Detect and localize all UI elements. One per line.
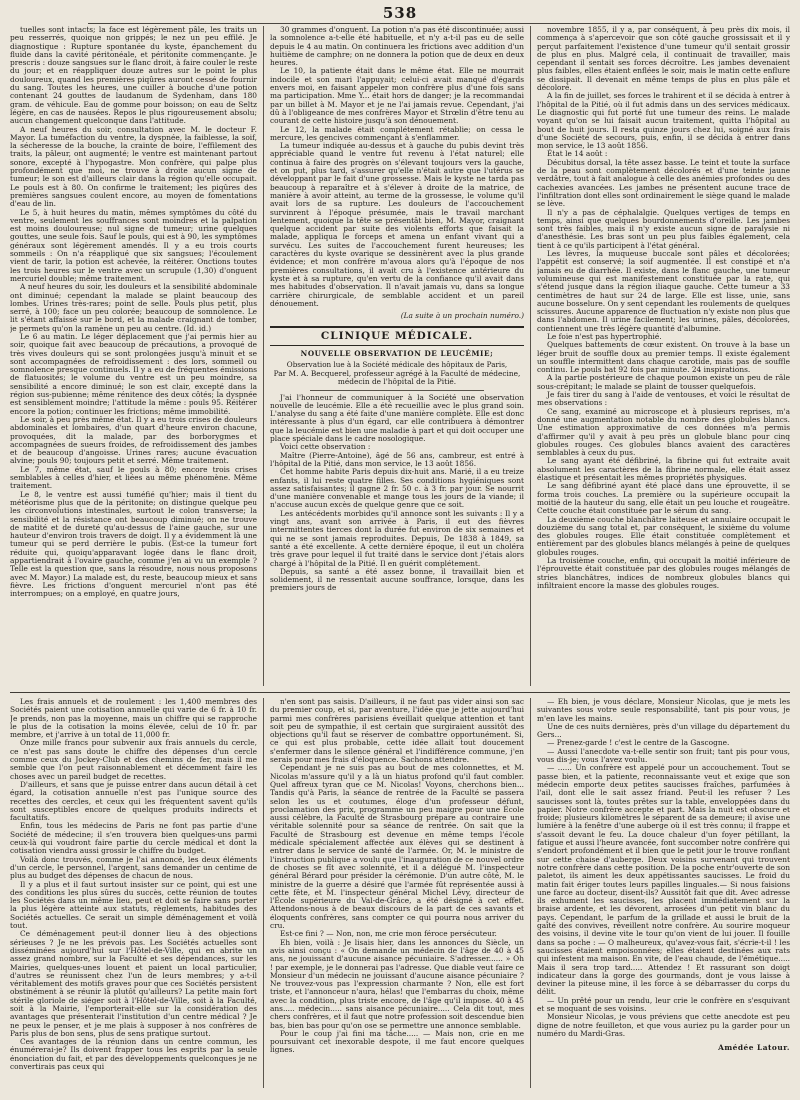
paragraph: — ...... Un confrère est appelé pour un accouchement. Tout se passe bien, et la patiente, reconnaissante veut et exige que son médecin emporte deux petites saucisses fraîches, parfumées à l'ail, dont elle le sait assez friand. Peut-il les refuser ? Les saucisses sont là, toutes prêtes sur la table, enveloppées dans du papier. Notre confrère accepte et part. Mais la nuit est obscure et froide; plusieurs kilomètres le séparent de sa demeure; il avise une lumière à la fenêtre d'une auberge où il est très connu; il frappe et s'assoit devant le feu. La douce chaleur d'un foyer pétillant, la fatigue et aussi l'heure avancée, font succomber notre confrère qui s'endort profondément et il bien que le petit jour le trouve ronflant sur cette chaise d'auberge. Deux voisins survenant qui trouvent notre confrère dans cette position. De la poche entr'ouverte de son paletot, ils aiment les deux appétissantes saucisses. Le froid du matin fait ériger toutes leurs papilles linguales.— Si nous faisions une farce au docteur, disent-ils? Aussitôt fait que dit. Avec adresse ils exhument les saucisses, les placent immédiatement sur la braise ardente, et les dévorent, arrosées d'un petit vin blanc du pays. Cependant, le parfum de la grillade et aussi le bruit de la gaîté des convives, réveillent notre confrère. Au sourire moqueur des voisins, il devine vite le tour qu'on vient de lui jouer. Il fouille dans sa poche : — O malheureux, qu'avez-vous fait, s'écrie-t-il ! les saucisses étaient empoisonnées; elles étaient destinées aux rats qui infestent ma maison. En vite, de l'eau chaude, de l'émétique..... Mais il sera trop tard..... Attendez ! Et rassurant son doigt indicateur dans la gorge des gourmands, dont je vous laisse à deviner la piteuse mine, il les force à se débarrasser du corps du délit. — [537, 763, 790, 997]
article-author: Par M. A. Becquerel, professeur agrégé à la Faculté de médecine, médecin de l'hôpital de la Pitié. — [273, 368, 521, 387]
paragraph: Onze mille francs pour subvenir aux frais annuels du cercle, ce n'est pas sans doute le chiffre des dépenses d'un cercle comme ceux du Jockey-Club et des chemins de fer, mais il me semble que l'on peut raisonnablement et décemment faire les choses avec un pareil budget de recettes. — [10, 738, 257, 781]
feuilleton-column-right — [537, 698, 790, 1088]
paragraph: Le sang ayant été défibriné, la fibrine qui fut extraite avait absolument les caractères de la fibrine normale, elle était assez élastique et présentait les mêmes propriétés physiques. — [537, 456, 790, 483]
continuation-note: (La suite à un prochain numéro.) — [400, 311, 524, 321]
paragraph: Eh bien, voilà : Je lisais hier, dans les annonces du Siècle, un avis ainsi conçu : « On demande un médecin de l'âge de 40 à 45 ans, ne jouissant d'aucune aisance pécuniaire. S'adresser...... » Oh ! par exemple, je le donnerai pas l'adresse. Que diable veut faire ce Monsieur d'un médecin ne jouissant d'aucune aisance pécuniaire ? Ne trouvez-vous pas l'expression charmante ? Non, elle est fort triste, et l'annonceur n'aura, hélas! que l'embarras du choix, même avec la condition, plus triste encore, de l'âge qu'il impose. 40 à 45 ans..... médecin..... sans aisance pécuniaire..... Cela dit tout, mes chers confrères, et il faut que notre profession soit descendue bien bas, bien bas pour qu'on ose se permettre une annonce semblable. — [270, 937, 524, 1030]
paragraph: Enfin, tous les médecins de Paris ne font pas partie d'une Société de médecine; il s'en trouvera bien quelques-uns parmi ceux-là qui voudront faire partie du cercle médical et dont la cotisation viendra aussi grossir le chiffre du budget. — [10, 821, 257, 856]
paragraph: n'en sont pas saisis. D'ailleurs, il ne faut pas vider ainsi son sac du premier coup, et si, par aventure, l'idée que je jette aujourd'hui parmi mes confrères parisiens éveillait quelque attention et tant soit peu de sympathie, il est certain que surgiraient aussitôt des objections qu'il faut se réserver de combattre opportunément. Si, ce qui est plus probable, cette idée allait tout doucement s'enfermer dans le silence général et l'indifférence commune, j'en serais pour mes frais d'éloquence. Sachons attendre. — [270, 698, 524, 765]
paragraph: Voici cette observation : — [280, 442, 371, 452]
column-middle — [270, 26, 524, 686]
paragraph: Le 10, la patiente était dans le même état. Elle ne mourrait indocile et son mari l'appuyait; celui-ci avait manqué d'égards envers moi, en faisant appeler mon confrère plus d'une fois sans ma participation. Mme Y... était hors de danger; je la recommandai par un billet à M. Mayor et je ne l'ai jamais revue. Cependant, j'ai dû à l'obligeance de mes confrères Mayor et Strœlin d'être tenu au courant de cette histoire jusqu'à son dénouement. — [270, 66, 524, 126]
paragraph: Il n'y a pas de céphalalgie. Quelques vertiges de temps en temps, ainsi que quelques bourdonnements d'oreille. Les jambes sont très faibles, mais il n'y existe aucun signe de paralysie ni d'anesthésie. Les bras sont un peu plus faibles également, cela tient à ce qu'ils participent à l'état général. — [537, 207, 790, 250]
paragraph: La deuxième couche blanchâtre laiteuse et annulaire occupait le douzième du sang total et, par conséquent, le sixième du volume des globules rouges. Elle était constituée complètement et entièrement par des globules blancs mélangés à peine de quelques globules rouges. — [537, 514, 790, 557]
paragraph: — Eh bien, je vous déclare, Monsieur Nicolas, que je mets les suivantes sous votre seule responsabilité, tant pis pour vous, je m'en lave les mains. — [537, 698, 790, 723]
column-left — [10, 26, 257, 686]
paragraph: D'ailleurs, et sans que je puisse entrer dans aucun détail à cet égard, la cotisation annuelle n'est pas l'unique source des recettes des cercles, et ceux qui les fréquentent savent qu'ils sont susceptibles encore de quelques produits indirects et facultatifs. — [10, 779, 257, 823]
paragraph: Le 5, à huit heures du matin, mêmes symptômes du côté du ventre, seulement les souffrances sont moindres et la palpation est moins douloureuse; nul signe de tumeur; urine quelques gouttes, une seule fois. Sauf le pouls, qui est à 90, les symptômes généraux sont légèrement amendés. Il y a eu trois courts sommeils : On n'a réappliqué que six sangsues; l'écoulement vient de tarir, la potion est achevée, la réitérer. Onctions toutes les trois heures sur le ventre avec un scrupule (1,30) d'onguent mercuriel double; même traitement. — [10, 207, 257, 283]
paragraph: Le 7, même état, sauf le pouls à 80; encore trois crises semblables à celles d'hier, et liées au même phénomène. Même traitement. — [10, 464, 257, 491]
paragraph: Est-ce fini ? — Non, non, me crie mon féroce persécuteur. — [280, 929, 497, 939]
paragraph: Le 12, la malade était complétement rétablie; on cessa le mercure, les gencives commençant à s'enflammer. — [270, 124, 524, 142]
column-divider — [263, 698, 264, 1088]
paragraph: Le 6 au matin. Le léger déplacement que j'ai permis hier au soir, quoique fait avec beaucoup de précautions, a provoqué de très vives douleurs qui se sont prolongées jusqu'à minuit et se sont accompagnées de refroidissement : des lors, sommeil ou somnolence presque continuels. Il y a eu de fréquentes émissions de flatuosités; le volume du ventre est un peu moindre, sa sensibilité a encore diminué; le son est clair, excepté dans la région sus-pubienne; même rénitence des deux côtés; la dyspnée est sensiblement moindre; l'attitude la même : pouls 95. Réitérer encore la potion; continuer les frictions; même immobilité. — [10, 331, 257, 416]
paragraph: A neuf heures du soir, consultation avec M. le docteur F. Mayor. La tuméfaction du ventre, la dyspnée, la faiblesse, la soif, la sécheresse de la bouche, la crainte de boire, l'effilement des traits, la pâleur, ont augmenté; le ventre est maintenant partout sonore, excepté à l'hypogastre. Mon confrère, qui palpe plus profondément que moi, ne trouve à droite aucun signe de tumeur; le son est d'ailleurs clair dans la région qu'elle occupait. Le pouls est à 80. On confirme le traitement; les piqûres des premières sangsues coulent encore, au moyen de fomentations d'eau de lin. — [10, 124, 257, 209]
paragraph: A la partie postérieure de chaque poumon existe un peu de râle sous-crépitant; le malade se plaint de tousser quelquefois. — [537, 373, 790, 391]
paragraph: J'ai l'honneur de communiquer à la Société une observation nouvelle de leucémie. Elle a été recueillie avec le plus grand soin. L'analyse du sang a été faite d'une manière complète. Elle est donc intéressante à plus d'un égard, car elle contribuera à démontrer que la leucémie est bien une maladie à part et qui doit occuper une place spéciale dans le cadre nosologique. — [270, 392, 524, 444]
paragraph: Ces avantages de la réunion dans un centre commun, les énumérerai-je? Ils doivent frapper tous les esprits par la seule énonciation du fait, et par des développements quelconques je ne convertirais pas ceux qui — [10, 1037, 257, 1072]
paragraph: Ce sang, examiné au microscope et à plusieurs reprises, m'a donné une augmentation notable du nombre des globules blancs. Une estimation approximative de ces données m'a permis d'affirmer qu'il y avait à peu près un globule blanc pour cinq globules rouges. Ces globules blancs avaient des caractères semblables à ceux du pus. — [537, 406, 790, 458]
paragraph: Cependant je ne suis pas au bout de mes colonnettes, et M. Nicolas m'assure qu'il y a là un hiatus profond qu'il faut combler. Quel affreux tyran que ce M. Nicolas! Voyons, cherchons bien... Tandis qu'à Paris, la séance de rentrée de la Faculté se passera selon les us et coutumes, éloge d'un professeur défunt, proclamation des prix, programme un peu maigre pour une École aussi célèbre, la Faculté de Strasbourg prépare au contraire une véritable solennité pour sa séance de rentrée. On sait que la Faculté de Strasbourg est devenue en même temps l'école médicale spécialement affectée aux élèves qui se destinent à entrer dans le service de santé de l'armée. Or, M. le ministre de l'instruction publique a voulu que l'inauguration de ce nouvel ordre de choses se fît avec solennité, et il a délégué M. l'inspecteur général Bérard pour présider la cérémonie. D'un autre côté, M. le ministre de la guerre a désiré que l'armée fût représentée aussi à cette fête, et M. l'inspecteur général Michel Lévy, directeur de l'École supérieure du Val-de-Grâce, a été désigné à cet effet. Attendons-nous à de beaux discours de la part de ces savants et éloquents confrères, sans compter ce qui pourra nous arriver du cru. — [270, 763, 524, 931]
paragraph: tuelles sont intacts; la face est légèrement pâle, les traits un peu resserrés, quoique non grippés; le nez un peu effilé. Je diagnostique : Rupture spontanée du kyste, épanchement du fluide dans la cavité péritonéale, et péritonite commençante. Je prescris : douze sangsues sur le flanc droit, à faire couler le reste du jour; et en réappliquer douze autres sur le point le plus douloureux, quand les premières piqûres auront cessé de fournir du sang. Toutes les heures, une cuiller à bouche d'une potion contenant 24 gouttes de laudanum de Sydenham, dans 180 gram. de véhicule. Eau de gomme pour boisson; on eau de Seltz légère, en cas de nausées. Repos le plus rigoureusement absolu; aucun changement quelconque dans l'attitude. — [10, 26, 257, 126]
paragraph: Maître (Pierre-Antoine), âgé de 56 ans, cambreur, est entré à l'hôpital de la Pitié, dans mon service, le 13 août 1856. — [270, 450, 524, 468]
paragraph: État le 14 août : — [547, 149, 608, 159]
separator-rule — [310, 390, 484, 391]
header-rule — [88, 23, 712, 24]
paragraph: Monsieur Nicolas, je vous préviens que cette anecdote est peu digne de notre feuilleton, et que vous auriez pu la garder pour un numéro du Mardi-Gras. — [537, 1012, 790, 1038]
paragraph: Voilà donc trouvés, comme je l'ai annoncé, les deux éléments d'un cercle, le personnel, l'argent, sans demander un centime de plus au budget des dépenses de chacun de nous. — [10, 854, 257, 881]
paragraph: Le 8, le ventre est aussi tuméfié qu'hier; mais il tient du météorisme plus que de la péritonite; on distingue quelque peu les circonvolutions intestinales, surtout le colon transverse; la sensibilité et la résistance ont beaucoup diminué; on ne trouve de matité et de dureté qu'au-dessus de l'aine gauche, sur une hauteur d'environ trois travers de doigt. Il y a évidemment là une tumeur qui se perd derrière le pubis. (Est-ce la tumeur fort réduite qui, quoiqu'apparavant logée dans le flanc droit, appartiendrait à l'ovaire gauche, comme j'en ai vu un exemple ? Telle est la question que, sans la résoudre, nous nous proposons avec M. Mayor.) La malade est, du reste, beaucoup mieux et sans fièvre. Les frictions d'onguent mercuriel n'ont pas été interrompues; on a employé, en quatre jours, — [10, 489, 257, 599]
section-heading: CLINIQUE MÉDICALE. — [270, 326, 524, 346]
paragraph: Le sang défibriné ayant été placé dans une éprouvette, il se forma trois couches. La première ou la supérieure occupait la moitié de la hauteur du sang, elle était un peu louche et rougeâtre. Cette couche était constituée par le sérum du sang. — [537, 481, 790, 516]
paragraph: — Un prêté pour un rendu, leur crie le confrère en s'esquivant et se moquant de ses voisins. — [537, 995, 790, 1013]
paragraph: Quelques battements de cœur existent. On trouve à la base un léger bruit de souffle doux au premier temps. Il existe également un souffle intermittent dans chaque carotide, mais pas de souffle continu. Le pouls bat 92 fois par minute. 24 inspirations. — [537, 340, 790, 375]
paragraph: Le foie n'est pas hypertrophié. — [547, 331, 662, 341]
paragraph: La tumeur indiquée au-dessus et à gauche du pubis devint très appréciable quand le ventre fut revenu à l'état naturel; elle continua à faire des progrès on s'élevant toujours vers la gauche, et on put, plus tard, s'assurer qu'elle n'était autre que l'utérus se développant par le fait d'une grossesse. Mais le kyste ne tarda pas beaucoup à reparaître et à s'élever à droite de la matrice, de manière à avoir atteint, au terme de la grossesse, le volume qu'il avait lors de sa rupture. Les douleurs de l'accouchement survinrent à l'époque présumée, mais le travail marchant lentement, quoique la tête se présentât bien, M. Mayor, craignant quelque accident par suite des violents efforts que faisait la malade, appliqua le forceps et amena un enfant vivant qui a survécu. Les suites de l'accouchement furent heureuses; les caractères du kyste ovarique se dessinèrent avec la plus grande évidence; et mon confrère m'avoua alors qu'à l'époque de nos premières consultations, il avait cru à l'existence antérieure du kyste et à sa rupture, qu'en vertu de la confiance qu'il avait dans mes habitudes d'observation. Il n'avait jamais vu, dans sa longue carrière chirurgicale, de semblable accident et un pareil dénouement. — [270, 141, 524, 308]
paragraph: Pour le coup j'ai fini ma tâche..... — Mais non, crie en me poursuivant cet inexorable despote, il me faut encore quelques lignes. — [270, 1028, 524, 1055]
feuilleton-column-left — [10, 698, 257, 1088]
paragraph: Ce déménagement peut-il donner lieu à des objections sérieuses ? Je ne les prévois pas. Les Sociétés actuelles sont disséminées aujourd'hui sur l'Hôtel-de-Ville, qui en abrite un assez grand nombre, sur la Faculté et ses dépendances, sur les Mairies, quelques-unes louent et paient un local particulier, d'autres se réunissent chez l'un de leurs membres; y a-t-il véritablement des motifs graves pour que ces Sociétés persistent obstinément à se réunir là plutôt qu'ailleurs? La petite main fort stérile gloriole de siéger soit à l'Hôtel-de-Ville, soit à la Faculté, soit à la Mairie, l'emporterait-elle sur la considération des avantages que présenterait l'institution d'un centre médical ? Je ne peux le penser, et je me plais à supposer à nos confrères de Paris plus de bon sens, plus de sens pratique surtout. — [10, 929, 257, 1038]
paragraph: novembre 1855, il y a, par conséquent, à peu près dix mois, il commença à s'apercevoir que son côté gauche grossissait et il y perçut parfaitement l'existence d'une tumeur qu'il sentait grossir de plus en plus. Malgré cela, il continuait de travailler, mais cependant il sentait ses forces décroître. Les jambes devenaient plus faibles, elles étaient enflées le soir, mais le matin cette enflure se dissipait. Il devenait en même temps de plus en plus pâle et décoloré. — [537, 26, 790, 93]
paragraph: — Prenez-garde ! c'est le centre de la Gascogne. — [547, 738, 730, 748]
feuilleton-column-middle — [270, 698, 524, 1088]
newspaper-page — [10, 4, 790, 1090]
paragraph: A la fin de juillet, ses forces le trahirent et il se décida à entrer à l'hôpital de la Pitié, où il fut admis dans un des services médicaux. Le diagnostic qui fut porté fut une tumeur des reins. Le malade voyant qu'on se lui faisait aucun traitement, quitta l'hôpital au bout de huit jours. Il resta quinze jours chez lui, soigné aux frais d'une Société de secours, puis, enfin, il se décida à entrer dans mon service, le 13 août 1856. — [537, 91, 790, 151]
paragraph: Cet homme habite Paris depuis dix-huit ans. Marié, il a eu treize enfants, il lui reste quatre filles. Ses conditions hygiéniques sont assez satisfaisantes; il gagne 2 fr. 50 c. à 3 fr. par jour. Se nourrit d'une manière convenable et mange tous les jours de la viande; il n'accuse aucun excès de quelque genre que ce soit. — [270, 467, 524, 510]
paragraph: La troisième couche, enfin, qui occupait la moitié inférieure de l'éprouvette était constituée par des globules rouges mélangés de stries blanchâtres, indices de nombreux globules blancs qui infiltraient encore la masse des globules rouges. — [537, 556, 790, 590]
column-divider — [530, 26, 531, 686]
paragraph: Les antécédents morbides qu'il annonce sont les suivants : Il y a vingt ans, avant son arrivée à Paris, il eut des fièvres intermittentes tierces dont la durée fut environ de six semaines et qui ne se sont jamais reproduites. Depuis, De 1838 à 1849, sa santé a été excellente. A cette dernière époque, il eut un choléra très grave pour lequel il fut traité dans le service dont j'étais alors chargé à l'hôpital de la Pitié. Il en guérit complétement. — [270, 508, 524, 568]
paragraph: 30 grammes d'onguent. La potion n'a pas été discontinuée; aussi la somnolence a-t-elle été habituelle, et n'y a-t-il pas eu de selle depuis le 4 au matin. On continuera les frictions avec addition d'un huitième de camphre; on ne donnera la potion que de deux en deux heures. — [270, 26, 524, 68]
paragraph: Il y a plus et il faut surtout insister sur ce point, qui est une des conditions les plus sûres du succès, cette réunion de toutes les Sociétés dans un même lieu, peut et doit se faire sans porter la plus légère atteinte aux statuts, règlements, habitudes des Sociétés actuelles. Ce serait un simple déménagement et voilà tout. — [10, 879, 257, 931]
column-right — [537, 26, 790, 686]
article-subtitle: Observation lue à la Société médicale des hôpitaux de Paris, — [286, 359, 508, 369]
paragraph: A neuf heures du soir, les douleurs et la sensibilité abdominale ont diminué; cependant la malade se plaint beaucoup des lombes. Urines très-rares; point de selle. Pouls plus petit, plus serré, à 100; face un peu colorée; beaucoup de somnolence. Le lit s'étant affaissé sur le bord, et la malade craignant de tomber, je permets qu'on la ramène un peu au centre. (Id. id.) — [10, 282, 257, 333]
paragraph: Décubitus dorsal, la tête assez basse. Le teint et toute la surface de la peau sont complètement décolorés et d'une teinte jaune verdâtre, tout à fait analogue à celle des anémies profondes ou des cachexies avancées. Les jambes ne présentent aucune trace de l'infiltration dont elles sont ordinairement le siège quand le malade se lève. — [537, 157, 790, 209]
page-number: 538 — [382, 4, 418, 22]
paragraph: Depuis, sa santé a été assez bonne, il travaillait bien et solidement, il ne ressentait aucune souffrance, lorsque, dans les premiers jours de — [270, 566, 524, 593]
column-divider — [263, 26, 264, 686]
paragraph: — Aussi l'anecdote va-t-elle sentir son fruit; tant pis pour vous, vous dis-je; vous l'avez voulu. — [537, 746, 790, 765]
paragraph: Une de ces nuits dernières, près d'un village du département du Gers... — [537, 721, 790, 740]
paragraph: Les frais annuels et de roulement : les 1,400 membres des Sociétés paient une cotisation annuelle qui varie de 6 fr. à 10 fr. Je prends, non pas la moyenne, mais un chiffre qui se rapproche le plus de la cotisation la moins élevée, celui de 10 fr. par membre, et j'arrive à un total de 11,000 fr. — [10, 698, 257, 740]
author-signature: Amédée Latour. — [718, 1043, 790, 1053]
paragraph: Je fais tirer du sang à l'aide de ventouses, et voici le résultat de mes observations : — [537, 390, 790, 408]
article-title: NOUVELLE OBSERVATION DE LEUCÉMIE; — [300, 349, 494, 359]
feuilleton-separator — [10, 692, 790, 693]
paragraph: Les lèvres, la muqueuse buccale sont pâles et décolorées; l'appétit est conservé; la soif augmentée. Il est constipé et n'a jamais eu de diarrhée. Il existe, dans le flanc gauche, une tumeur volumineuse qui est manifestement constituée par la rate, qui s'étend jusque dans la région iliaque gauche. Cette tumeur a 33 centimètres de haut sur 24 de large. Elle est lisse, unie, sans aucune bosselure. On y sent cependant les roulements de quelques scissures. Aucune apparence de fluctuation n'y existe non plus que dans l'abdomen. Il urine facilement; les urines, pâles, décolorées, contiennent une très légère quantité d'albumine. — [537, 249, 790, 333]
paragraph: Le soir, à peu près même état. Il y a eu trois crises de douleurs abdominales et lombaires, d'un quart d'heure environ chacune, provoquées, dit la malade, par des borborygmes et accompagnées de sueurs froides, de refroidissement des jambes et de beaucoup d'angoisse. Urines rares; aucune évacuation alvine; pouls 90; toujours petit et serré. Même traitement. — [10, 414, 257, 466]
column-divider — [530, 698, 531, 1088]
